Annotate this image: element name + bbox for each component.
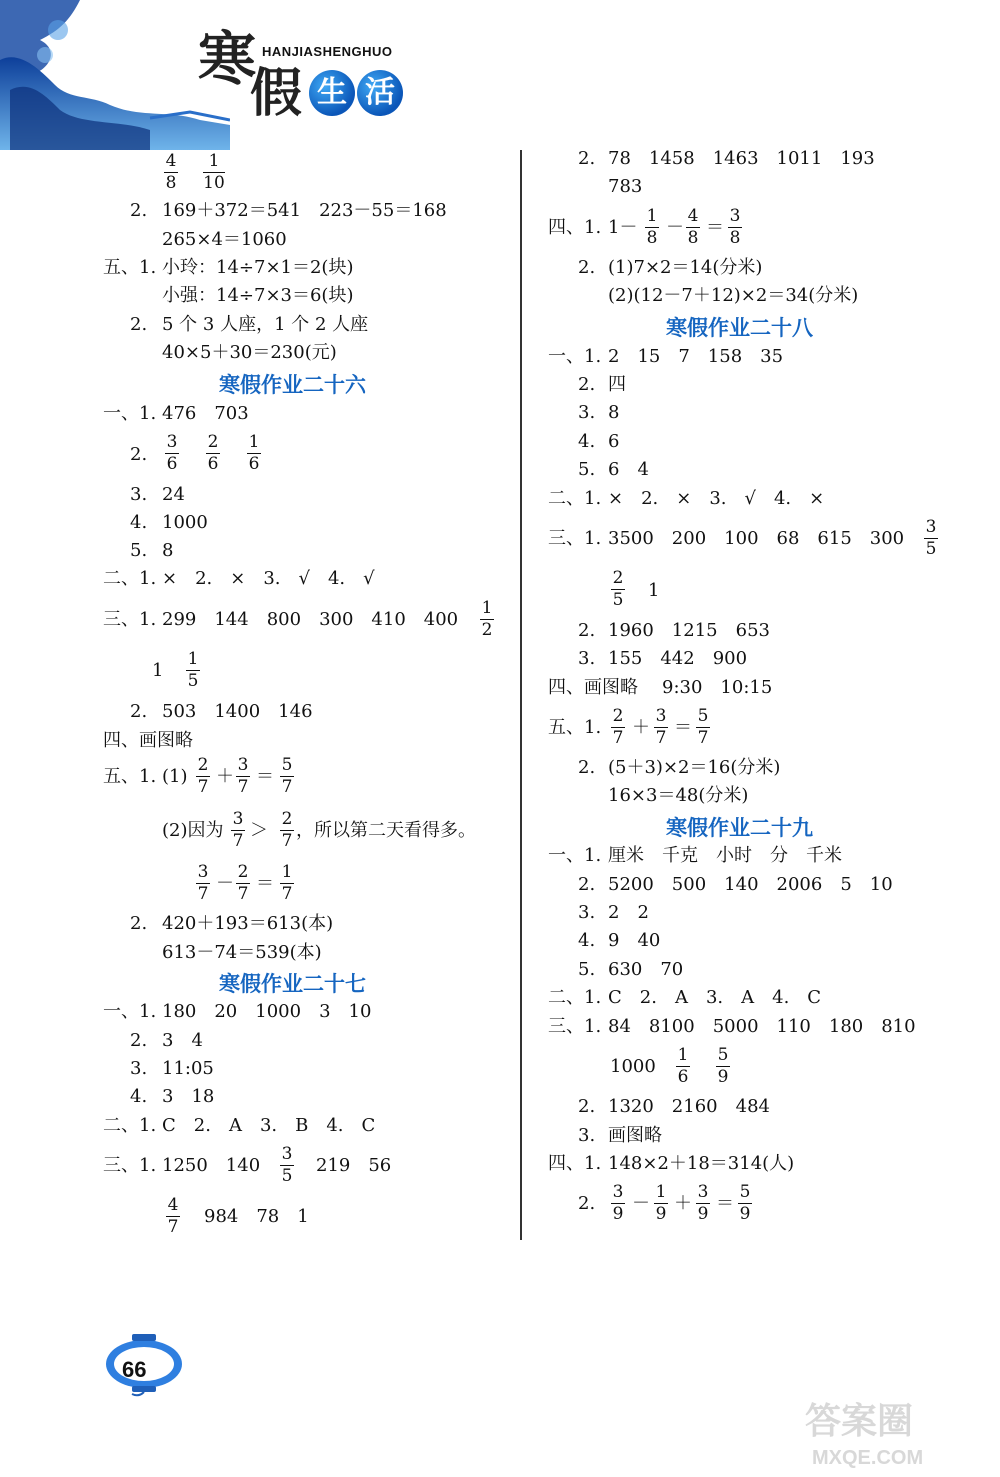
brand-title-huo: 活 [357,70,403,116]
item-number: 一、1. [548,346,602,367]
item-number: 2. [130,444,148,465]
item-number: 2. [578,1193,596,1214]
answer-text: 9 40 [608,930,661,951]
answer-text: 503 1400 146 [162,701,313,722]
operator: － [666,217,684,238]
fraction: 3 8 [729,206,741,248]
section-title: 寒假作业二十六 [219,373,366,397]
answer-text: 3 4 [162,1030,203,1051]
item-number: 5. [130,540,148,561]
answer-text: (2)因为 [162,820,224,841]
item-number: 2. [130,1030,148,1051]
answer-text: 1000 [162,512,208,533]
fraction: 1 10 [203,151,225,193]
answer-text: 3 18 [162,1086,215,1107]
section-title: 寒假作业二十八 [666,316,813,340]
item-number: 三、1. [103,609,157,630]
item-number: 2. [578,1096,596,1117]
answer-text: 1000 [610,1056,656,1077]
item-number: 2. [130,314,148,335]
brand-title-han: 寒 [198,25,259,93]
fraction: 4 8 [687,206,699,248]
operator: ＋ [674,1193,692,1214]
item-number: 2. [130,200,148,221]
answer-text: (1) [162,766,188,787]
answer-text: 180 20 1000 3 10 [162,1001,372,1022]
fraction: 4 7 [167,1195,179,1237]
fraction: 2 7 [237,862,249,904]
item-number: 2. [130,913,148,934]
fraction: 2 7 [612,706,624,748]
answer-text: 四 [608,374,626,395]
answer-text: 1 [152,660,164,681]
operator: ＋ [216,766,234,787]
operator: ＋ [632,717,650,738]
item-number: 2. [578,620,596,641]
item-number: 一、1. [103,1001,157,1022]
answer-text: 613－74＝539(本) [162,942,322,963]
answer-text: C 2. A 3. B 4. C [162,1115,376,1136]
operator: ＞ [250,820,268,841]
fraction: 3 9 [612,1182,624,1224]
answer-text: 1320 2160 484 [608,1096,770,1117]
answer-text: 984 78 1 [204,1206,309,1227]
answer-text: 169＋372＝541 223－55＝168 [162,200,447,221]
answer-text: 40×5＋30＝230(元) [162,342,337,363]
item-number: 2. [578,374,596,395]
item-number: 四、画图略 [548,677,638,698]
fraction: 1 6 [248,432,260,474]
watermark-url: MXQE.COM [812,1447,924,1469]
answer-text: C 2. A 3. A 4. C [608,987,822,1008]
item-number: 3. [578,648,596,669]
item-number: 五、1. [548,717,602,738]
answer-text: 630 70 [608,959,684,980]
answer-text: 2 15 7 158 35 [608,346,784,367]
answer-text: 厘米 千克 小时 分 千米 [608,845,842,866]
item-number: 3. [130,1058,148,1079]
item-number: 5. [578,459,596,480]
item-number: 2. [130,701,148,722]
fraction: 3 9 [697,1182,709,1224]
fraction: 2 7 [281,809,293,851]
item-number: 3. [578,902,596,923]
header-landscape-illustration [0,0,230,150]
answer-text: 6 4 [608,459,649,480]
item-number: 三、1. [103,1155,157,1176]
answer-text: 16×3＝48(分米) [608,785,749,806]
fraction: 3 7 [237,755,249,797]
answer-text: 5200 500 140 2006 5 10 [608,874,893,895]
fraction: 3 7 [655,706,667,748]
fraction: 4 8 [165,151,177,193]
section-title: 寒假作业二十九 [666,816,813,840]
item-number: 二、1. [103,568,157,589]
item-number: 四、画图略 [103,730,193,751]
item-number: 三、1. [548,1016,602,1037]
answer-text: 299 144 800 300 410 400 [162,609,459,630]
fraction: 1 8 [646,206,658,248]
fraction: 5 9 [717,1045,729,1087]
fraction: 1 7 [281,862,293,904]
answer-text: 8 [608,402,620,423]
answer-text: 1250 140 [162,1155,261,1176]
answer-text: 1960 1215 653 [608,620,770,641]
answer-text: 画图略 [608,1125,662,1146]
watermark-logo: 答案圈 [805,1400,914,1442]
fraction: 3 5 [925,517,937,559]
answer-text: 265×4＝1060 [162,229,287,250]
answer-text: × 2. × 3. √ 4. √ [162,568,375,589]
fraction: 5 7 [697,706,709,748]
item-number: 四、1. [548,1153,602,1174]
answer-text: 6 [608,431,620,452]
item-number: 3. [578,1125,596,1146]
answer-text: 84 8100 5000 110 180 810 [608,1016,916,1037]
fraction: 3 5 [281,1144,293,1186]
fraction: 1 6 [677,1045,689,1087]
item-number: 2. [578,148,596,169]
item-number: 一、1. [548,845,602,866]
item-number: 4. [578,431,596,452]
fraction: 3 7 [232,809,244,851]
answer-text: 24 [162,484,185,505]
operator: － [216,873,234,894]
item-number: 二、1. [548,987,602,1008]
operator: ＝ [674,717,692,738]
item-number: 五、1. [103,257,157,278]
column-divider [520,150,522,1240]
item-number: 三、1. [548,528,602,549]
item-number: 3. [578,402,596,423]
answer-text: 11:05 [162,1058,214,1079]
fraction: 1 2 [481,598,493,640]
item-number: 4. [130,512,148,533]
answer-text: 8 [162,540,174,561]
operator: － [632,1193,650,1214]
answer-text: 5 个 3 人座，1 个 2 人座 [162,314,369,335]
item-number: 二、1. [103,1115,157,1136]
fraction: 2 6 [207,432,219,474]
operator: ＝ [256,766,274,787]
item-number: 2. [578,874,596,895]
answer-text: (1)7×2＝14(分米) [608,257,763,278]
answer-text: 476 703 [162,403,249,424]
operator: ＝ [706,217,724,238]
answer-text: 3500 200 100 68 615 300 [608,528,905,549]
operator: ＝ [716,1193,734,1214]
answer-text: 1 [648,580,660,601]
answer-text: 9:30 10:15 [662,677,773,698]
item-number: 一、1. [103,403,157,424]
fraction: 1 5 [187,649,199,691]
answer-text: 148×2＋18＝314(人) [608,1153,795,1174]
brand-title-jia: 假 [250,63,303,124]
brand-pinyin: HANJIASHENGHUO [262,44,393,59]
item-number: 五、1. [103,766,157,787]
item-number: 3. [130,484,148,505]
answer-text: 420＋193＝613(本) [162,913,334,934]
answer-text: 1－ [608,217,638,238]
answer-text: 78 1458 1463 1011 193 [608,148,875,169]
answer-text: 155 442 900 [608,648,748,669]
item-number: 二、1. [548,488,602,509]
answer-text: × 2. × 3. √ 4. × [608,488,825,509]
item-number: 4. [578,930,596,951]
answer-text: (5＋3)×2＝16(分米) [608,757,781,778]
answer-text: (2)(12－7＋12)×2＝34(分米) [608,285,859,306]
fraction: 5 7 [281,755,293,797]
answer-text: 小玲：14÷7×1＝2(块) [162,257,354,278]
answer-text: 2 2 [608,902,649,923]
answer-text: 219 56 [316,1155,392,1176]
brand-title-sheng: 生 [309,70,355,116]
item-number: 2. [578,757,596,778]
answer-text: 783 [608,176,643,197]
operator: ＝ [256,873,274,894]
answer-text: 小强：14÷7×3＝6(块) [162,285,354,306]
fraction: 1 9 [655,1182,667,1224]
fraction: 5 9 [739,1182,751,1224]
item-number: 5. [578,959,596,980]
fraction: 3 6 [166,432,178,474]
page-number: 66 [122,1357,147,1382]
answer-text: ，所以第二天看得多。 [296,820,476,841]
fraction: 3 7 [197,862,209,904]
section-title: 寒假作业二十七 [219,972,366,996]
item-number: 4. [130,1086,148,1107]
fraction: 2 5 [612,568,624,610]
fraction: 2 7 [197,755,209,797]
item-number: 四、1. [548,217,602,238]
item-number: 2. [578,257,596,278]
